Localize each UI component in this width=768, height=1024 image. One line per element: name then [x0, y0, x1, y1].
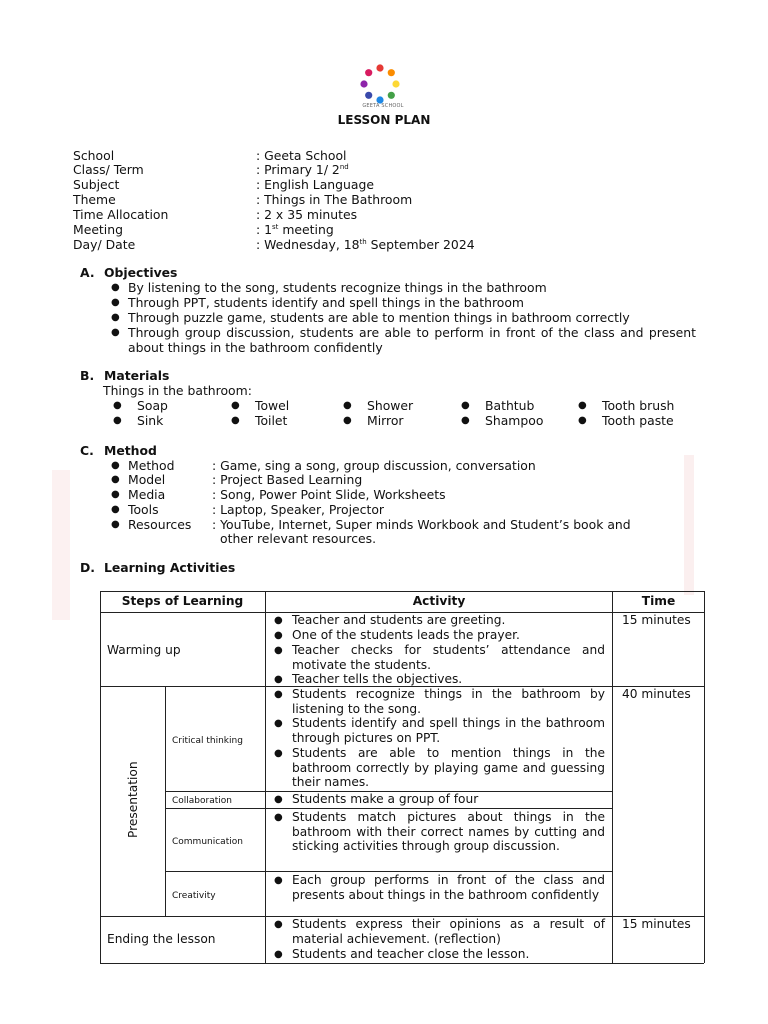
material-item: Tooth brush	[602, 398, 675, 413]
bullet-icon: ●	[274, 689, 283, 700]
info-value-after: September 2024	[366, 237, 475, 252]
table-rule	[612, 591, 613, 963]
info-value	[256, 222, 334, 237]
material-item: Shower	[367, 398, 414, 413]
table-rule	[100, 591, 704, 592]
info-row	[73, 148, 593, 163]
table-rule	[165, 871, 612, 872]
section-name: Method	[104, 443, 157, 458]
activity-item: Students and teacher close the lesson.	[292, 947, 530, 961]
bullet-icon: ●	[111, 474, 120, 485]
info-value	[256, 192, 412, 207]
bullet-icon: ●	[274, 718, 283, 729]
sub-step-collaboration: Collaboration	[172, 796, 232, 806]
info-label: Subject	[73, 177, 120, 192]
info-label: Time Allocation	[73, 207, 169, 222]
method-label: Method	[128, 458, 175, 473]
side-decoration-right	[684, 455, 694, 595]
info-label: School	[73, 148, 115, 163]
method-label: Media	[128, 487, 166, 502]
bullet-icon: ●	[274, 748, 283, 759]
bullet-icon: ●	[231, 415, 240, 426]
activity-item: Students recognize things in the bathroom by listening to the song.	[292, 687, 605, 716]
info-value-text: : English Language	[256, 177, 374, 192]
bullet-icon: ●	[111, 312, 120, 323]
info-value-text: : 1	[256, 222, 272, 237]
table-rule	[100, 591, 101, 963]
sub-step-critical-thinking: Critical thinking	[172, 736, 243, 746]
method-value: other relevant resources.	[220, 531, 377, 546]
activity-item: Students are able to mention things in the bathroom correctly by playing game and guessing their names.	[292, 746, 605, 790]
bullet-icon: ●	[578, 400, 587, 411]
method-value: : Game, sing a song, group discussion, conversation	[212, 458, 536, 473]
page-title: LESSON PLAN	[337, 113, 431, 127]
side-decoration-left	[52, 470, 70, 620]
info-label: Day/ Date	[73, 237, 136, 252]
section-letter: A.	[80, 265, 95, 280]
bullet-icon: ●	[274, 949, 283, 960]
info-label: Theme	[73, 192, 116, 207]
bullet-icon: ●	[111, 519, 120, 530]
activity-item: Teacher and students are greeting.	[292, 613, 506, 627]
bullet-icon: ●	[274, 645, 283, 656]
bullet-icon: ●	[274, 630, 283, 641]
table-header-activity: Activity	[412, 594, 466, 608]
info-row	[73, 192, 593, 207]
info-value-text: : Wednesday, 18	[256, 237, 360, 252]
method-value: : Project Based Learning	[212, 472, 363, 487]
activity-item: Students match pictures about things in the bathroom with their correct names by cutting and sticking activities through group discussion.	[292, 810, 605, 854]
material-item: Tooth paste	[602, 413, 674, 428]
time-warming-up: 15 minutes	[622, 613, 691, 627]
info-value-text: : Primary 1/ 2	[256, 162, 340, 177]
info-value-text: : Things in The Bathroom	[256, 192, 413, 207]
bullet-icon: ●	[461, 400, 470, 411]
step-presentation: Presentation	[126, 761, 140, 838]
bullet-icon: ●	[231, 400, 240, 411]
objective-item: Through group discussion, students are able to perform in front of the class and present about things in the bathroom confidently	[128, 325, 696, 355]
info-label: Meeting	[73, 222, 123, 237]
table-rule	[165, 808, 612, 809]
info-row	[73, 162, 593, 177]
table-header-steps: Steps of Learning	[121, 594, 244, 608]
sub-step-communication: Communication	[172, 837, 243, 847]
bullet-icon: ●	[111, 460, 120, 471]
bullet-icon: ●	[113, 400, 122, 411]
activity-item: Each group performs in front of the class and presents about things in the bathroom confidently	[292, 873, 605, 902]
material-item: Sink	[137, 413, 164, 428]
info-value	[256, 148, 347, 163]
bullet-icon: ●	[461, 415, 470, 426]
info-value-after: meeting	[278, 222, 334, 237]
step-warming-up: Warming up	[107, 643, 181, 657]
material-item: Shampoo	[485, 413, 544, 428]
section-letter: C.	[80, 443, 94, 458]
method-value: : YouTube, Internet, Super minds Workbook and Student’s book and	[212, 517, 631, 532]
table-rule	[165, 686, 166, 916]
info-value-text: : 2 x 35 minutes	[256, 207, 358, 222]
section-name: Learning Activities	[104, 560, 236, 575]
material-item: Bathtub	[485, 398, 535, 413]
bullet-icon: ●	[111, 297, 120, 308]
info-value-text: : Geeta School	[256, 148, 347, 163]
activity-item: Teacher checks for students’ attendance and motivate the students.	[292, 643, 605, 672]
info-row	[73, 237, 593, 252]
bullet-icon: ●	[111, 504, 120, 515]
info-value	[256, 177, 374, 192]
info-row	[73, 207, 593, 222]
info-value-sup: st	[272, 222, 279, 231]
material-item: Mirror	[367, 413, 404, 428]
sub-step-creativity: Creativity	[172, 891, 216, 901]
bullet-icon: ●	[274, 875, 283, 886]
objective-item: By listening to the song, students recognize things in the bathroom	[128, 280, 547, 295]
info-value	[256, 162, 349, 177]
bullet-icon: ●	[274, 919, 283, 930]
bullet-icon: ●	[274, 615, 283, 626]
objective-item: Through PPT, students identify and spell things in the bathroom	[128, 295, 524, 310]
info-value	[256, 207, 357, 222]
section-letter: D.	[80, 560, 95, 575]
table-rule	[265, 591, 266, 963]
activity-item: Students express their opinions as a result of material achievement. (reflection)	[292, 917, 605, 946]
time-ending: 15 minutes	[622, 917, 691, 931]
section-name: Materials	[104, 368, 170, 383]
bullet-icon: ●	[113, 415, 122, 426]
bullet-icon: ●	[111, 282, 120, 293]
info-row	[73, 177, 593, 192]
school-logo-text: GEETA SCHOOL	[362, 103, 404, 109]
method-value: : Song, Power Point Slide, Worksheets	[212, 487, 446, 502]
bullet-icon: ●	[343, 400, 352, 411]
material-item: Towel	[255, 398, 290, 413]
info-value-sup: nd	[339, 162, 349, 171]
activity-item: One of the students leads the prayer.	[292, 628, 520, 642]
info-label: Class/ Term	[73, 162, 144, 177]
method-value: : Laptop, Speaker, Projector	[212, 502, 384, 517]
table-rule	[100, 963, 704, 964]
activity-item: Teacher tells the objectives.	[292, 672, 463, 686]
step-ending: Ending the lesson	[107, 932, 216, 946]
bullet-icon: ●	[111, 327, 120, 338]
material-item: Toilet	[255, 413, 288, 428]
objective-item: Through puzzle game, students are able to mention things in bathroom correctly	[128, 310, 630, 325]
table-header-time: Time	[641, 594, 676, 608]
activity-item: Students make a group of four	[292, 792, 479, 806]
material-item: Soap	[137, 398, 168, 413]
section-name: Objectives	[104, 265, 178, 280]
section-letter: B.	[80, 368, 95, 383]
bullet-icon: ●	[578, 415, 587, 426]
activity-item: Students identify and spell things in the bathroom through pictures on PPT.	[292, 716, 605, 745]
info-value	[256, 237, 475, 252]
table-rule	[704, 591, 705, 963]
info-value-sup: th	[359, 237, 367, 246]
time-presentation: 40 minutes	[622, 687, 691, 701]
method-label: Resources	[128, 517, 192, 532]
info-row	[73, 222, 593, 237]
bullet-icon: ●	[274, 812, 283, 823]
method-label: Tools	[128, 502, 159, 517]
bullet-icon: ●	[111, 489, 120, 500]
method-label: Model	[128, 472, 166, 487]
bullet-icon: ●	[274, 794, 283, 805]
bullet-icon: ●	[343, 415, 352, 426]
materials-intro: Things in the bathroom:	[103, 383, 252, 398]
bullet-icon: ●	[274, 674, 283, 685]
